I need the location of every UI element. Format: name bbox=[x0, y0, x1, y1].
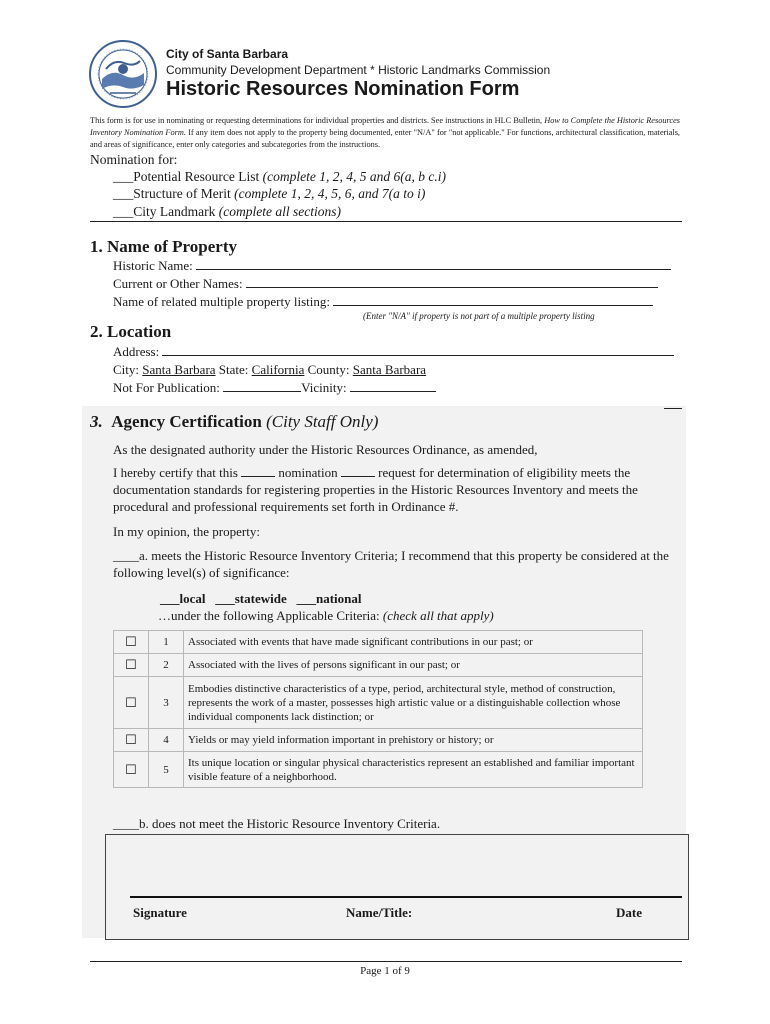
table-row bbox=[114, 654, 643, 677]
table-row bbox=[114, 729, 643, 752]
divider bbox=[90, 221, 682, 222]
criterion-2-checkbox[interactable]: ☐ bbox=[114, 654, 149, 677]
not-for-publication-field[interactable] bbox=[223, 380, 301, 392]
table-row bbox=[114, 631, 643, 654]
nomination-option-merit[interactable]: ___Structure of Merit (complete 1, 2, 4, 5, 6, and 7(a to i) bbox=[113, 186, 426, 201]
section-3-heading: 3. Agency Certification (City Staff Only) bbox=[90, 412, 379, 431]
table-row bbox=[114, 677, 643, 729]
nomination-option-potential[interactable]: ___Potential Resource List (complete 1, 2, 4, 5 and 6(a, b c.i) bbox=[113, 169, 446, 184]
intro-paragraph: This form is for use in nominating or requesting determinations for individual properties and districts. See instructions in HLC Bulletin, How to Complete the Historic Resources Inventory Nomination Form. If any item does not apply to the property being documented, enter "N/A" for "not applicable." For functions, architectural classification, materials, and areas of significance, enter only categories and subcategories from the instructions. bbox=[90, 116, 681, 149]
signature-label: Signature bbox=[133, 905, 187, 920]
option-b: ____b. does not meet the Historic Resource Inventory Criteria. bbox=[113, 816, 441, 831]
panel-rule bbox=[664, 408, 682, 409]
name-title-label: Name/Title: bbox=[346, 905, 413, 920]
criterion-number: 3 bbox=[149, 677, 184, 729]
criterion-text: Embodies distinctive characteristics of a type, period, architectural style, method of construction, represents the work of a master, possesses high artistic value or a distinguishable collection whose individual components lack distinction; or bbox=[184, 677, 643, 729]
current-name-field[interactable] bbox=[246, 276, 658, 288]
city-state-county-row: City: Santa Barbara State: California County: Santa Barbara bbox=[113, 362, 427, 377]
org-name: City of Santa Barbara bbox=[166, 47, 289, 61]
option-b-blank[interactable]: ____ bbox=[113, 816, 139, 831]
criterion-text: Its unique location or singular physical characteristics represent an established and familiar important visible feature of a neighborhood. bbox=[184, 752, 643, 788]
criterion-number: 2 bbox=[149, 654, 184, 677]
publication-row: Not For Publication: Vicinity: bbox=[113, 380, 436, 396]
nomination-label: Nomination for: bbox=[90, 152, 178, 167]
criterion-4-checkbox[interactable]: ☐ bbox=[114, 729, 149, 752]
table-row bbox=[114, 752, 643, 788]
nomination-blank[interactable] bbox=[241, 465, 275, 477]
section-1-heading: 1. Name of Property bbox=[90, 237, 237, 256]
current-name-row: Current or Other Names: bbox=[113, 276, 658, 292]
related-listing-field[interactable] bbox=[333, 294, 653, 306]
related-listing-note: (Enter "N/A" if property is not part of a multiple property listing bbox=[363, 311, 595, 321]
city-seal-logo bbox=[88, 39, 158, 109]
signature-line bbox=[130, 896, 682, 898]
option-a-blank[interactable]: ____ bbox=[113, 548, 139, 563]
cert-paragraph-2: I hereby certify that this nomination request for determination of eligibility meets the documentation standards for registering properties in the Historic Resources Inventory and meets the procedural and professional requirements set forth in Ordinance #. bbox=[113, 465, 638, 514]
criterion-3-checkbox[interactable]: ☐ bbox=[114, 677, 149, 729]
address-field[interactable] bbox=[162, 344, 674, 356]
vicinity-field[interactable] bbox=[350, 380, 436, 392]
section-2-heading: 2. Location bbox=[90, 322, 172, 341]
nomination-option-landmark[interactable]: ___City Landmark (complete all sections) bbox=[113, 204, 341, 219]
address-row: Address: bbox=[113, 344, 674, 360]
criterion-text: Yields or may yield information important in prehistory or history; or bbox=[184, 729, 643, 752]
page-number: Page 1 of 9 bbox=[360, 965, 410, 977]
historic-name-row: Historic Name: bbox=[113, 258, 671, 274]
level-local[interactable]: ___local bbox=[160, 591, 206, 606]
criterion-5-checkbox[interactable]: ☐ bbox=[114, 752, 149, 788]
option-a: ____a. meets the Historic Resource Inventory Criteria; I recommend that this property be considered at the following level(s) of significance: bbox=[113, 548, 669, 580]
date-label: Date bbox=[616, 905, 642, 920]
criteria-intro: …under the following Applicable Criteria: (check all that apply) bbox=[158, 608, 494, 623]
criterion-text: Associated with the lives of persons significant in our past; or bbox=[184, 654, 643, 677]
significance-levels bbox=[160, 590, 362, 607]
criterion-text: Associated with events that have made significant contributions in our past; or bbox=[184, 631, 643, 654]
footer-divider bbox=[90, 961, 682, 962]
related-listing-row: Name of related multiple property listing: bbox=[113, 294, 653, 310]
cert-paragraph-3: In my opinion, the property: bbox=[113, 524, 260, 539]
criteria-table bbox=[113, 630, 643, 788]
form-title: Historic Resources Nomination Form bbox=[166, 78, 520, 100]
criterion-number: 5 bbox=[149, 752, 184, 788]
department-name: Community Development Department * Historic Landmarks Commission bbox=[166, 63, 551, 77]
request-blank[interactable] bbox=[341, 465, 375, 477]
signature-box[interactable] bbox=[105, 834, 689, 940]
level-national[interactable]: ___national bbox=[296, 591, 362, 606]
criterion-number: 4 bbox=[149, 729, 184, 752]
criterion-number: 1 bbox=[149, 631, 184, 654]
historic-name-field[interactable] bbox=[196, 258, 671, 270]
criterion-1-checkbox[interactable]: ☐ bbox=[114, 631, 149, 654]
level-statewide[interactable]: ___statewide bbox=[215, 591, 287, 606]
cert-paragraph-1: As the designated authority under the Historic Resources Ordinance, as amended, bbox=[113, 442, 538, 457]
